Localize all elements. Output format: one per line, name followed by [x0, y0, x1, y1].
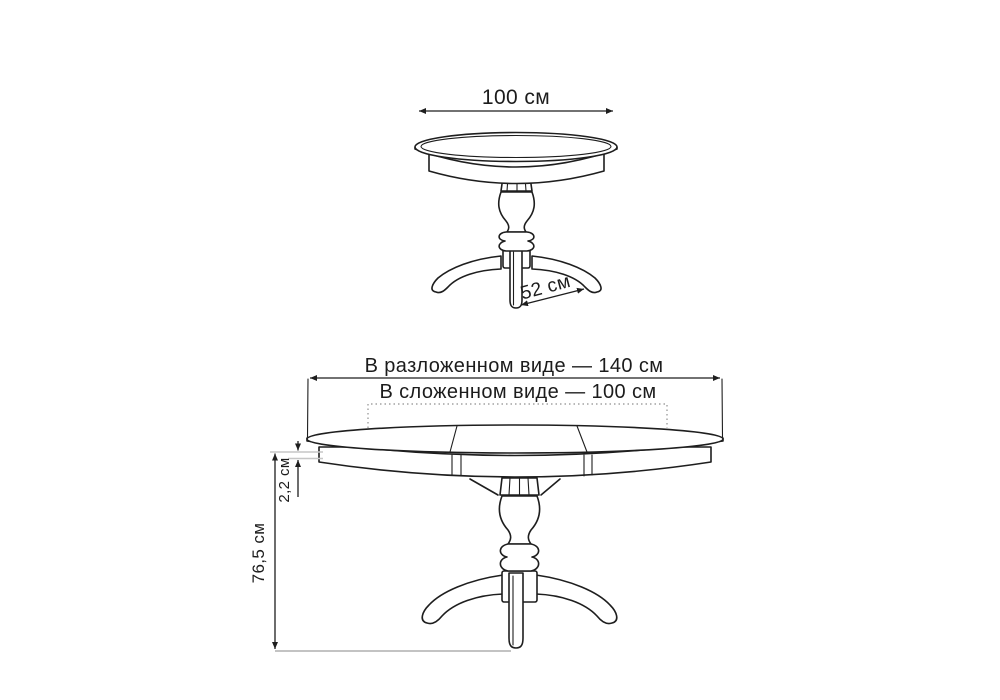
- oval-table-top-surface: [307, 425, 723, 453]
- extension-line-left: [308, 379, 309, 437]
- base-width-label: 52 см: [518, 270, 573, 305]
- round-table-top: [415, 133, 617, 184]
- thickness-label: 2,2 см: [276, 457, 293, 503]
- round-table-view: [415, 86, 617, 308]
- oval-table-pedestal-column: [499, 496, 539, 544]
- round-table-pedestal: [432, 177, 601, 308]
- extended-width-label: В разложенном виде — 140 см: [364, 355, 664, 377]
- height-dimension: [249, 454, 275, 650]
- oval-table-view: [249, 355, 723, 651]
- thickness-dimension: [270, 441, 323, 503]
- folded-width-label: В сложенном виде — 100 см: [379, 381, 657, 403]
- top-diameter-label: 100 см: [481, 86, 551, 109]
- oval-table-leg-left: [422, 575, 503, 624]
- extension-line-right: [722, 379, 723, 437]
- round-table-pedestal-column: [499, 192, 535, 232]
- oval-table-top: [307, 425, 723, 477]
- oval-table-pedestal: [422, 478, 617, 648]
- oval-table-leg-right: [536, 575, 617, 624]
- round-table-leg-front: [510, 249, 522, 308]
- folded-width-dimension: [368, 381, 667, 428]
- oval-table-pedestal-ring: [500, 544, 538, 571]
- top-diameter-dimension: [419, 86, 613, 111]
- oval-table-leg-front: [509, 573, 523, 648]
- pedestal-mount-wing-right: [541, 479, 560, 495]
- pedestal-mount-wing-left: [470, 479, 498, 495]
- round-table-pedestal-ring: [499, 232, 534, 251]
- height-label: 76,5 см: [249, 522, 268, 584]
- round-table-leg-left: [432, 256, 501, 293]
